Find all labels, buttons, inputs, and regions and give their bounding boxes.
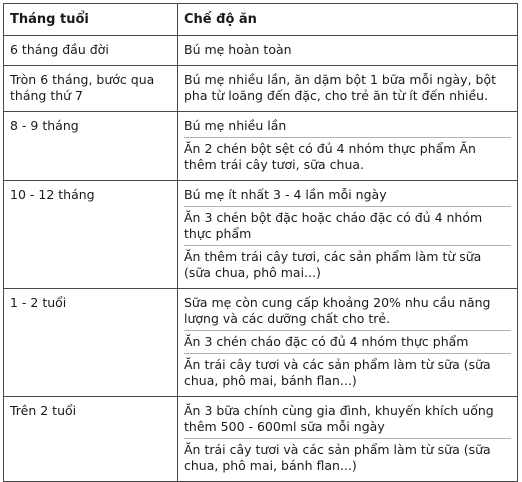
diet-cell — [178, 112, 518, 181]
diet-cell — [178, 181, 518, 289]
diet-line: Bú mẹ hoàn toàn — [184, 42, 292, 57]
table-row — [4, 397, 518, 482]
table-row — [4, 181, 518, 289]
age-cell: Trên 2 tuổi — [4, 397, 178, 482]
diet-cell — [178, 66, 518, 112]
diet-line: Ăn thêm trái cây tươi, các sản phẩm làm từ sữa (sữa chua, phô mai...) — [184, 249, 482, 280]
diet-line: Bú mẹ nhiều lần — [184, 118, 511, 138]
diet-line: Ăn 3 bữa chính cùng gia đình, khuyến khích uống thêm 500 - 600ml sữa mỗi ngày — [184, 403, 511, 439]
header-age: Tháng tuổi — [4, 4, 178, 36]
age-cell: 10 - 12 tháng — [4, 181, 178, 289]
diet-table — [3, 3, 518, 482]
age-cell: 1 - 2 tuổi — [4, 289, 178, 397]
table-body — [4, 36, 518, 482]
diet-line: Ăn trái cây tươi và các sản phẩm làm từ sữa (sữa chua, phô mai, bánh flan...) — [184, 442, 491, 473]
age-cell: Tròn 6 tháng, bước qua tháng thứ 7 — [4, 66, 178, 112]
diet-line: Ăn trái cây tươi và các sản phẩm làm từ sữa (sữa chua, phô mai, bánh flan...) — [184, 357, 491, 388]
age-cell: 6 tháng đầu đời — [4, 36, 178, 66]
diet-cell — [178, 36, 518, 66]
header-diet: Chế độ ăn — [178, 4, 518, 36]
table-row — [4, 36, 518, 66]
diet-line: Bú mẹ nhiều lần, ăn dặm bột 1 bữa mỗi ngày, bột pha từ loãng đến đặc, cho trẻ ăn từ ít đến nhiều. — [184, 72, 497, 103]
table-row — [4, 289, 518, 397]
diet-line: Ăn 3 chén bột đặc hoặc cháo đặc có đủ 4 nhóm thực phẩm — [184, 207, 511, 246]
age-cell: 8 - 9 tháng — [4, 112, 178, 181]
diet-line: Sữa mẹ còn cung cấp khoảng 20% nhu cầu năng lượng và các dưỡng chất cho trẻ. — [184, 295, 511, 331]
diet-line: Ăn 3 chén cháo đặc có đủ 4 nhóm thực phẩm — [184, 331, 511, 354]
diet-line: Ăn 2 chén bột sệt có đủ 4 nhóm thực phẩm Ăn thêm trái cây tươi, sữa chua. — [184, 141, 476, 172]
diet-cell — [178, 289, 518, 397]
header-row — [4, 4, 518, 36]
diet-line: Bú mẹ ít nhất 3 - 4 lần mỗi ngày — [184, 187, 511, 207]
diet-cell — [178, 397, 518, 482]
table-row — [4, 112, 518, 181]
table-row — [4, 66, 518, 112]
